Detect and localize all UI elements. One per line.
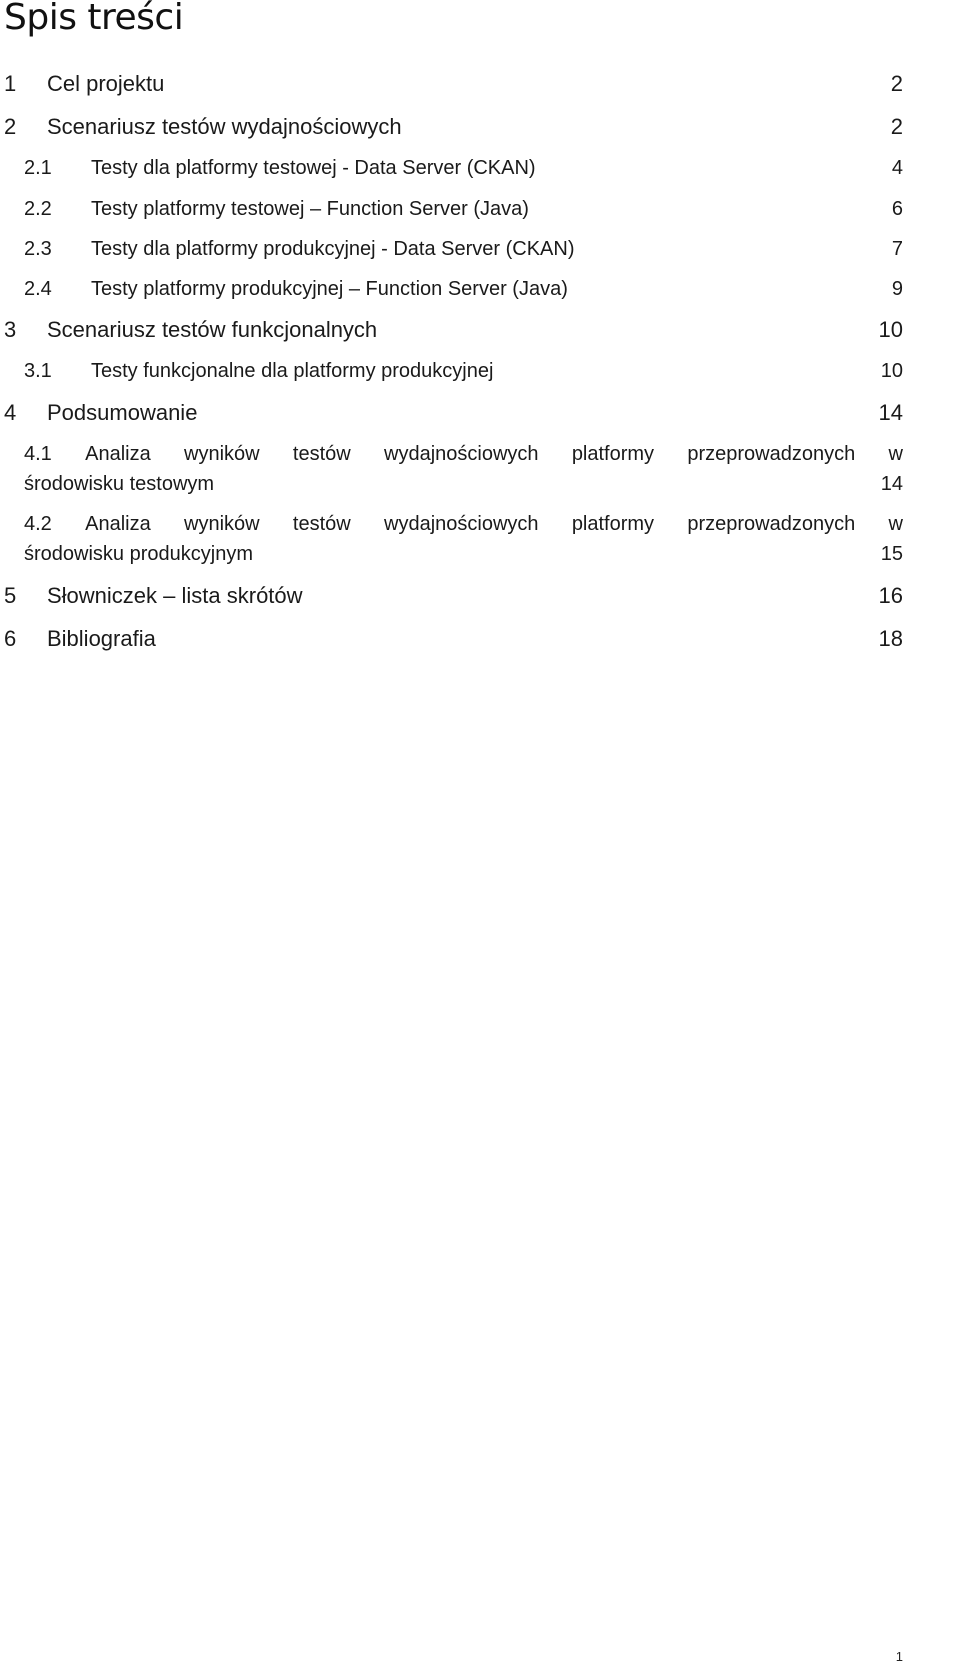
toc-entry-title: Podsumowanie [47,400,198,425]
toc-entry-page: 2 [890,71,903,96]
toc-entry-number: 2 [4,114,17,139]
toc-entry-title-line1 [24,439,903,469]
toc-entry-page: 10 [880,360,903,382]
toc-entry-page: 6 [891,198,903,220]
toc-entry-number: 1 [4,71,17,96]
toc-word: wydajnościowych [384,443,539,465]
toc-word: wyników [184,513,260,535]
toc-entry-number: 4 [4,400,17,425]
toc-entry-page: 18 [878,626,903,651]
toc-entry-title: Testy platformy produkcyjnej – Function Server (Java) [91,278,568,300]
toc-entry-page: 16 [878,583,903,608]
toc-word: Analiza [85,513,151,535]
toc-entry-number: 6 [4,626,17,651]
toc-entry-number: 3 [4,317,17,342]
toc-entry-number: 4.2 [24,513,52,535]
toc-entry-title: Testy platformy testowej – Function Server (Java) [91,198,529,220]
toc-word: platformy [571,443,655,465]
toc-entry-title: środowisku produkcyjnym [24,543,253,565]
toc-entry-title: Scenariusz testów wydajnościowych [47,114,402,139]
toc-word: przeprowadzonych [687,513,856,535]
toc-entry-number: 3.1 [24,360,52,382]
toc-entry-page: 14 [878,400,903,425]
toc-entry-number: 2.3 [24,238,52,260]
toc-entry-title: Testy funkcjonalne dla platformy produkcyjnej [91,360,494,382]
toc-entry-page: 14 [880,473,903,495]
toc-entry-4-2[interactable] [24,509,903,569]
toc-word: w [888,443,903,465]
toc-word: Analiza [85,443,151,465]
toc-entry-number: 2.1 [24,157,52,179]
toc-entry-page: 4 [891,157,903,179]
toc-entry-title: Testy dla platformy testowej - Data Server (CKAN) [91,157,536,179]
toc-entry-page: 7 [891,238,903,260]
footer-page-number: 1 [895,1649,903,1664]
toc-entry-title: Scenariusz testów funkcjonalnych [47,317,378,342]
toc-entry-title-line2 [24,469,903,499]
toc-entry-page: 2 [890,114,903,139]
page-title: Spis treści [4,0,184,38]
toc-entry-title: Słowniczek – lista skrótów [47,583,303,608]
toc-entry-page: 15 [880,543,903,565]
toc-entry-title: Bibliografia [47,626,156,651]
toc-entry-page: 9 [891,278,903,300]
toc-word: przeprowadzonych [687,443,856,465]
toc-word: platformy [571,513,655,535]
toc-entry-number: 5 [4,583,17,608]
toc-word: testów [292,513,351,535]
toc-entry-4-1[interactable] [24,439,903,499]
toc-word: wyników [184,443,260,465]
toc-word: wydajnościowych [384,513,539,535]
toc-entry-number: 4.1 [24,443,52,465]
toc-word: w [888,513,903,535]
toc-entry-title-line1 [24,509,903,539]
toc-word: testów [292,443,351,465]
toc-entry-title: Testy dla platformy produkcyjnej - Data Server (CKAN) [91,238,575,260]
toc-entry-page: 10 [878,317,903,342]
toc-entry-title: środowisku testowym [24,473,215,495]
toc-entry-number: 2.4 [24,278,52,300]
toc-entry-number: 2.2 [24,198,52,220]
toc-entry-title-line2 [24,539,903,569]
toc-entry-title: Cel projektu [47,71,165,96]
